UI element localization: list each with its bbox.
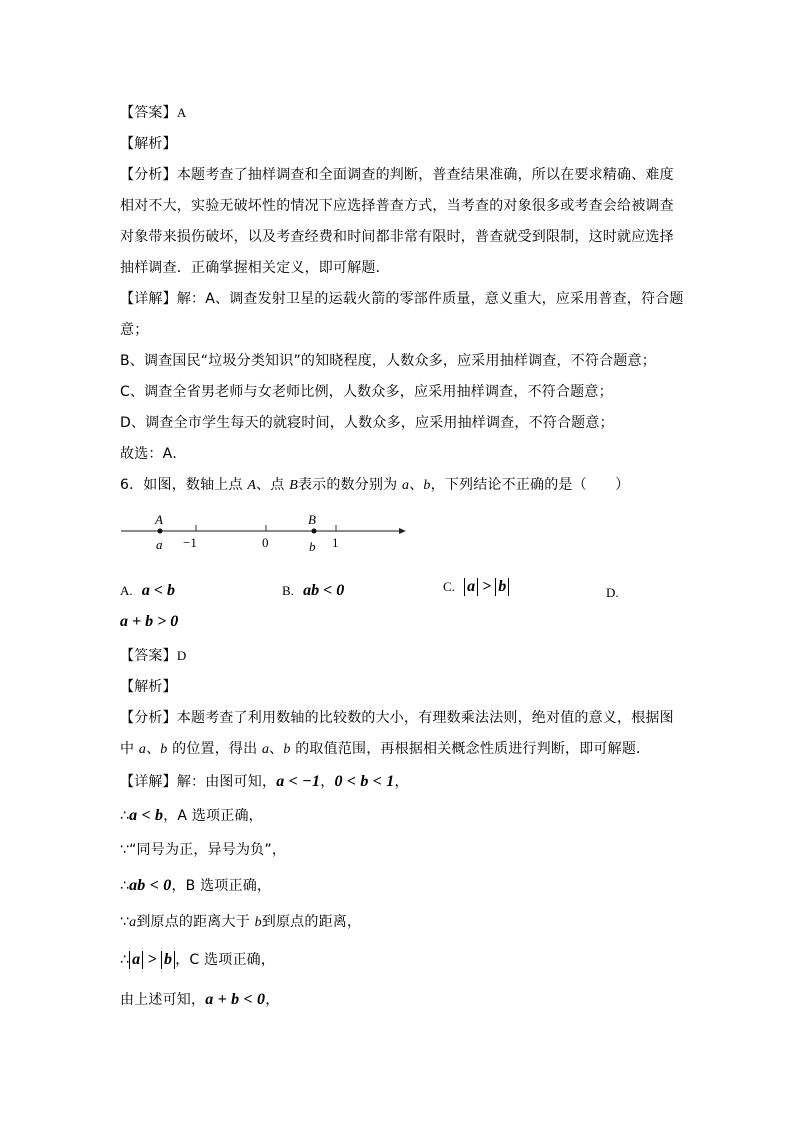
q5-detail-line-3: B、调查国民“垃圾分类知识”的知晓程度，人数众多，应采用抽样调查，不符合题意； [120,353,656,369]
q5-fenxi-line-2: 相对不大，实验无破坏性的情况下应选择普查方式，当考查的对象很多或考查会给被调查 [120,198,674,214]
q6-detail-line-2: ∴a < b，A 选项正确， [120,807,263,824]
q6-detail-line-1: 【详解】解：由图可知，a < −1，0 < b < 1， [120,773,409,790]
q5-detail-line-6: 故选：A． [120,446,187,462]
q5-detail-line-2: 意； [120,322,149,338]
q6-detail-line-4: ∴ab < 0，B 选项正确， [120,877,272,894]
because-symbol: ∵ [120,842,130,858]
q5-analysis-heading: 【解析】 [120,136,177,152]
q6-fenxi-line-1: 【分析】本题考查了利用数轴的比较数的大小，有理数乘法法则，绝对值的意义，根据图 [120,710,674,726]
therefore-symbol: ∴ [120,952,130,968]
svg-text:1: 1 [332,535,339,550]
fenxi-label: 【分析】 [120,167,177,183]
option-b[interactable]: B. ab < 0 [282,582,345,599]
svg-text:a: a [156,537,163,552]
svg-text:B: B [308,512,316,527]
answer-value: A [176,105,187,120]
point-B-dot [312,529,317,534]
option-a[interactable]: A. a < b [120,582,176,599]
q6-detail-line-7: 由上述可知，a + b < 0， [120,991,280,1008]
q6-detail-line-6: ∴ a > b ，C 选项正确， [120,951,276,968]
detail-label: 【详解】 [120,291,177,307]
number-line-figure [115,508,415,558]
option-c[interactable]: C. a > b [443,578,509,596]
q5-fenxi-line-1: 【分析】本题考查了抽样调查和全面调查的判断，普查结果准确，所以在要求精确、难度 [120,167,674,183]
q6-fenxi-line-2: 中 a、b 的位置，得出 a、b 的取值范围，再根据相关概念性质进行判断，即可解题． [120,741,651,757]
therefore-symbol: ∴ [120,808,130,824]
svg-text:−1: −1 [183,535,197,550]
answer-label: 【答案】 [120,105,177,121]
q6-stem: 6．如图，数轴上点 A、点 B表示的数分别为 a、b，下列结论不正确的是（ ） [120,477,630,493]
q5-detail-line-4: C、调查全省男老师与女老师比例，人数众多，应采用抽样调查，不符合题意； [120,384,613,400]
q6-detail-line-3: ∵“同号为正，异号为负”， [120,842,287,858]
q6-answer-line: 【答案】D [120,648,187,664]
svg-text:A: A [155,512,163,527]
because-symbol: ∵ [120,914,130,930]
svg-text:0: 0 [262,535,269,550]
therefore-symbol: ∴ [120,878,130,894]
q5-fenxi-line-3: 对象带来损伤破坏，以及考查经费和时间都非常有限时，普查就受到限制，这时就应选择 [120,229,674,245]
q6-detail-line-5: ∵a到原点的距离大于 b到原点的距离， [120,914,362,930]
point-A-dot [158,529,163,534]
q5-detail-line-5: D、调查全市学生每天的就寝时间，人数众多，应采用抽样调查，不符合题意； [120,415,614,431]
svg-text:b: b [309,539,316,554]
q6-analysis-heading: 【解析】 [120,679,177,695]
q5-answer-line [120,103,186,123]
q5-detail-line-1: 【详解】解：A、调查发射卫星的运载火箭的零部件质量，意义重大，应采用普查，符合题 [120,291,684,307]
q5-fenxi-line-4: 抽样调查．正确掌握相关定义，即可解题． [120,260,390,276]
option-d-expr[interactable]: a + b > 0 [120,613,179,630]
option-d[interactable]: D. [606,585,619,600]
